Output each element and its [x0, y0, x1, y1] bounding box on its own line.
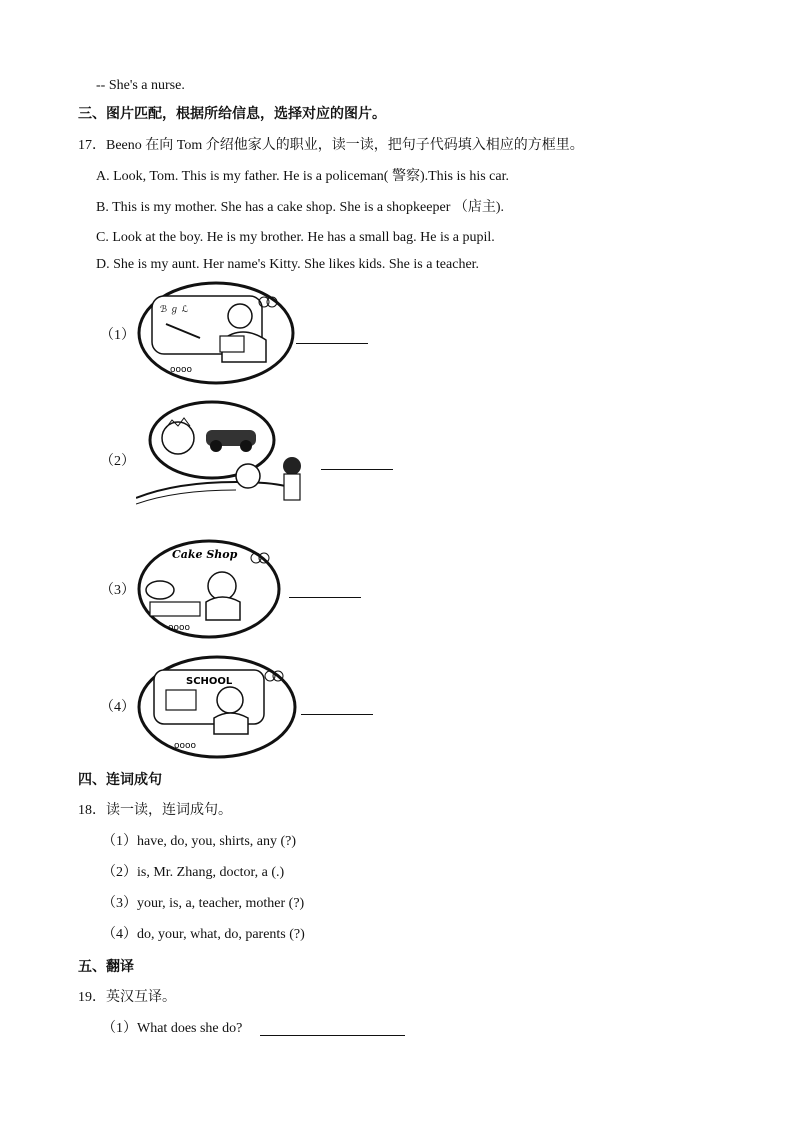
picture-label-3: （3）	[100, 583, 135, 598]
svg-text:oooo: oooo	[170, 365, 193, 375]
option-a: A. Look, Tom. This is my father. He is a policeman( 警察).This is his car.	[96, 169, 509, 184]
svg-text:oooo: oooo	[168, 623, 191, 633]
cake-shop-sign: Cake Shop	[172, 548, 238, 561]
option-d: D. She is my aunt. Her name's Kitty. She likes kids. She is a teacher.	[96, 257, 480, 272]
q18-item-3: （3）your, is, a, teacher, mother (?)	[102, 896, 305, 911]
question-18-stem: 18．读一读，连词成句。	[78, 803, 232, 818]
picture-label-1: （1）	[100, 328, 135, 343]
school-sign: SCHOOL	[186, 676, 233, 687]
q19-item-1: （1）What does she do?	[102, 1021, 243, 1036]
school-bus-scene-picture	[136, 654, 298, 760]
question-17-stem: 17．Beeno 在向 Tom 介绍他家人的职业，读一读，把句子代码填入相应的方框里。	[78, 138, 584, 153]
section-3-heading: 三、图片匹配，根据所给信息，选择对应的图片。	[78, 106, 386, 122]
answer-blank-1[interactable]	[296, 343, 368, 344]
q18-item-4: （4）do, your, what, do, parents (?)	[102, 927, 305, 942]
teacher-scene-picture	[136, 280, 296, 386]
svg-text:oooo: oooo	[174, 741, 197, 751]
section-5-heading: 五、翻译	[78, 959, 134, 975]
picture-label-4: （4）	[100, 700, 135, 715]
section-4-heading: 四、连词成句	[78, 772, 162, 788]
top-line: -- She's a nurse.	[96, 78, 185, 93]
svg-text:ℬ ℊ ℒ: ℬ ℊ ℒ	[160, 305, 189, 315]
cake-shop-scene-picture	[136, 538, 282, 640]
q18-item-1: （1）have, do, you, shirts, any (?)	[102, 834, 297, 849]
answer-blank-3[interactable]	[289, 597, 361, 598]
q19-answer-blank-1[interactable]	[260, 1035, 405, 1036]
answer-blank-2[interactable]	[321, 469, 393, 470]
picture-label-2: （2）	[100, 454, 135, 469]
question-19-stem: 19．英汉互译。	[78, 990, 176, 1005]
answer-blank-4[interactable]	[301, 714, 373, 715]
option-c: C. Look at the boy. He is my brother. He has a small bag. He is a pupil.	[96, 230, 495, 245]
q18-item-2: （2）is, Mr. Zhang, doctor, a (.)	[102, 865, 285, 880]
option-b: B. This is my mother. She has a cake shop. She is a shopkeeper （店主).	[96, 200, 505, 215]
policeman-car-scene-picture	[136, 398, 308, 510]
